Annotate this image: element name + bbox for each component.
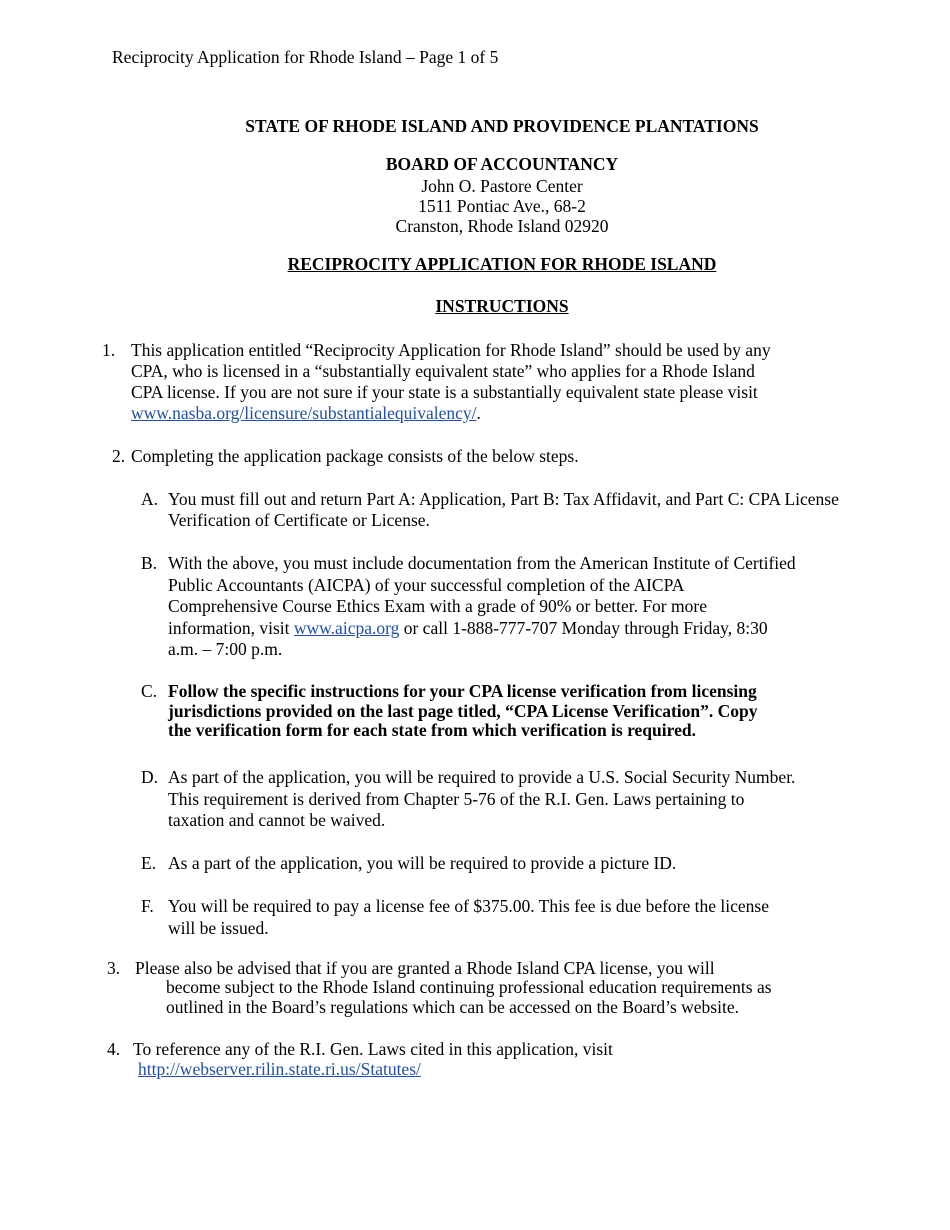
step-b-line: With the above, you must include documentation from the American Institute of Certified bbox=[168, 553, 796, 573]
step-c-letter: C. bbox=[141, 681, 158, 701]
item-4-text: To reference any of the R.I. Gen. Laws cited in this application, visit bbox=[133, 1039, 613, 1059]
item-4-link-line bbox=[138, 1059, 421, 1080]
step-b-line: a.m. – 7:00 p.m. bbox=[168, 639, 283, 659]
step-e-line: As a part of the application, you will be required to provide a picture ID. bbox=[168, 853, 677, 873]
step-b-text: information, visit bbox=[168, 618, 294, 638]
item-1-period: . bbox=[476, 403, 481, 423]
item-4-number: 4. bbox=[107, 1039, 121, 1059]
step-a-letter: A. bbox=[141, 489, 159, 509]
step-c-line: jurisdictions provided on the last page titled, “CPA License Verification”. Copy bbox=[168, 701, 758, 721]
step-f-line: You will be required to pay a license fee of $375.00. This fee is due before the license bbox=[168, 896, 769, 916]
step-f-line: will be issued. bbox=[168, 918, 269, 938]
item-1-line: This application entitled “Reciprocity Application for Rhode Island” should be used by any bbox=[131, 340, 771, 360]
item-1-line: CPA, who is licensed in a “substantially equivalent state” who applies for a Rhode Island bbox=[131, 361, 755, 381]
nasba-link[interactable]: www.nasba.org/licensure/substantialequivalency/ bbox=[131, 403, 477, 423]
step-b-link-line bbox=[168, 618, 768, 639]
statutes-link[interactable]: http://webserver.rilin.state.ri.us/Statutes/ bbox=[138, 1059, 421, 1079]
item-3-line: become subject to the Rhode Island continuing professional education requirements as bbox=[166, 977, 772, 997]
item-2-number: 2. bbox=[112, 446, 126, 466]
step-e-letter: E. bbox=[141, 853, 157, 873]
address-line-1: John O. Pastore Center bbox=[421, 176, 583, 196]
item-3-line: Please also be advised that if you are granted a Rhode Island CPA license, you will bbox=[135, 958, 715, 978]
step-c-line: the verification form for each state from which verification is required. bbox=[168, 720, 696, 740]
item-1-line: CPA license. If you are not sure if your state is a substantially equivalent state please visit bbox=[131, 382, 758, 402]
page-header: Reciprocity Application for Rhode Island – Page 1 of 5 bbox=[112, 47, 499, 67]
step-a-line: Verification of Certificate or License. bbox=[168, 510, 430, 530]
board-name: BOARD OF ACCOUNTANCY bbox=[385, 154, 619, 174]
step-b-letter: B. bbox=[141, 553, 158, 573]
step-c-line: Follow the specific instructions for your CPA license verification from licensing bbox=[168, 681, 757, 701]
state-title: STATE OF RHODE ISLAND AND PROVIDENCE PLANTATIONS bbox=[245, 116, 759, 136]
aicpa-link[interactable]: www.aicpa.org bbox=[293, 618, 400, 638]
step-d-line: As part of the application, you will be required to provide a U.S. Social Security Number. bbox=[168, 767, 796, 787]
step-d-letter: D. bbox=[141, 767, 159, 787]
step-a-line: You must fill out and return Part A: Application, Part B: Tax Affidavit, and Part C: CPA License bbox=[168, 489, 839, 509]
address-line-2: 1511 Pontiac Ave., 68-2 bbox=[418, 196, 586, 216]
step-f-letter: F. bbox=[141, 896, 154, 916]
item-1-number: 1. bbox=[102, 340, 116, 360]
step-b-text: or call 1-888-777-707 Monday through Friday, 8:30 bbox=[399, 618, 768, 638]
item-2-text: Completing the application package consists of the below steps. bbox=[131, 446, 579, 466]
application-title: RECIPROCITY APPLICATION FOR RHODE ISLAND bbox=[287, 254, 717, 274]
item-3-number: 3. bbox=[107, 958, 121, 978]
step-b-line: Public Accountants (AICPA) of your successful completion of the AICPA bbox=[168, 575, 685, 595]
step-d-line: This requirement is derived from Chapter 5-76 of the R.I. Gen. Laws pertaining to bbox=[168, 789, 745, 809]
step-d-line: taxation and cannot be waived. bbox=[168, 810, 386, 830]
step-b-line: Comprehensive Course Ethics Exam with a grade of 90% or better. For more bbox=[168, 596, 707, 616]
item-3-line: outlined in the Board’s regulations which can be accessed on the Board’s website. bbox=[166, 997, 739, 1017]
item-1-link-line bbox=[131, 403, 481, 424]
address-line-3: Cranston, Rhode Island 02920 bbox=[395, 216, 609, 236]
instructions-title: INSTRUCTIONS bbox=[435, 296, 569, 316]
